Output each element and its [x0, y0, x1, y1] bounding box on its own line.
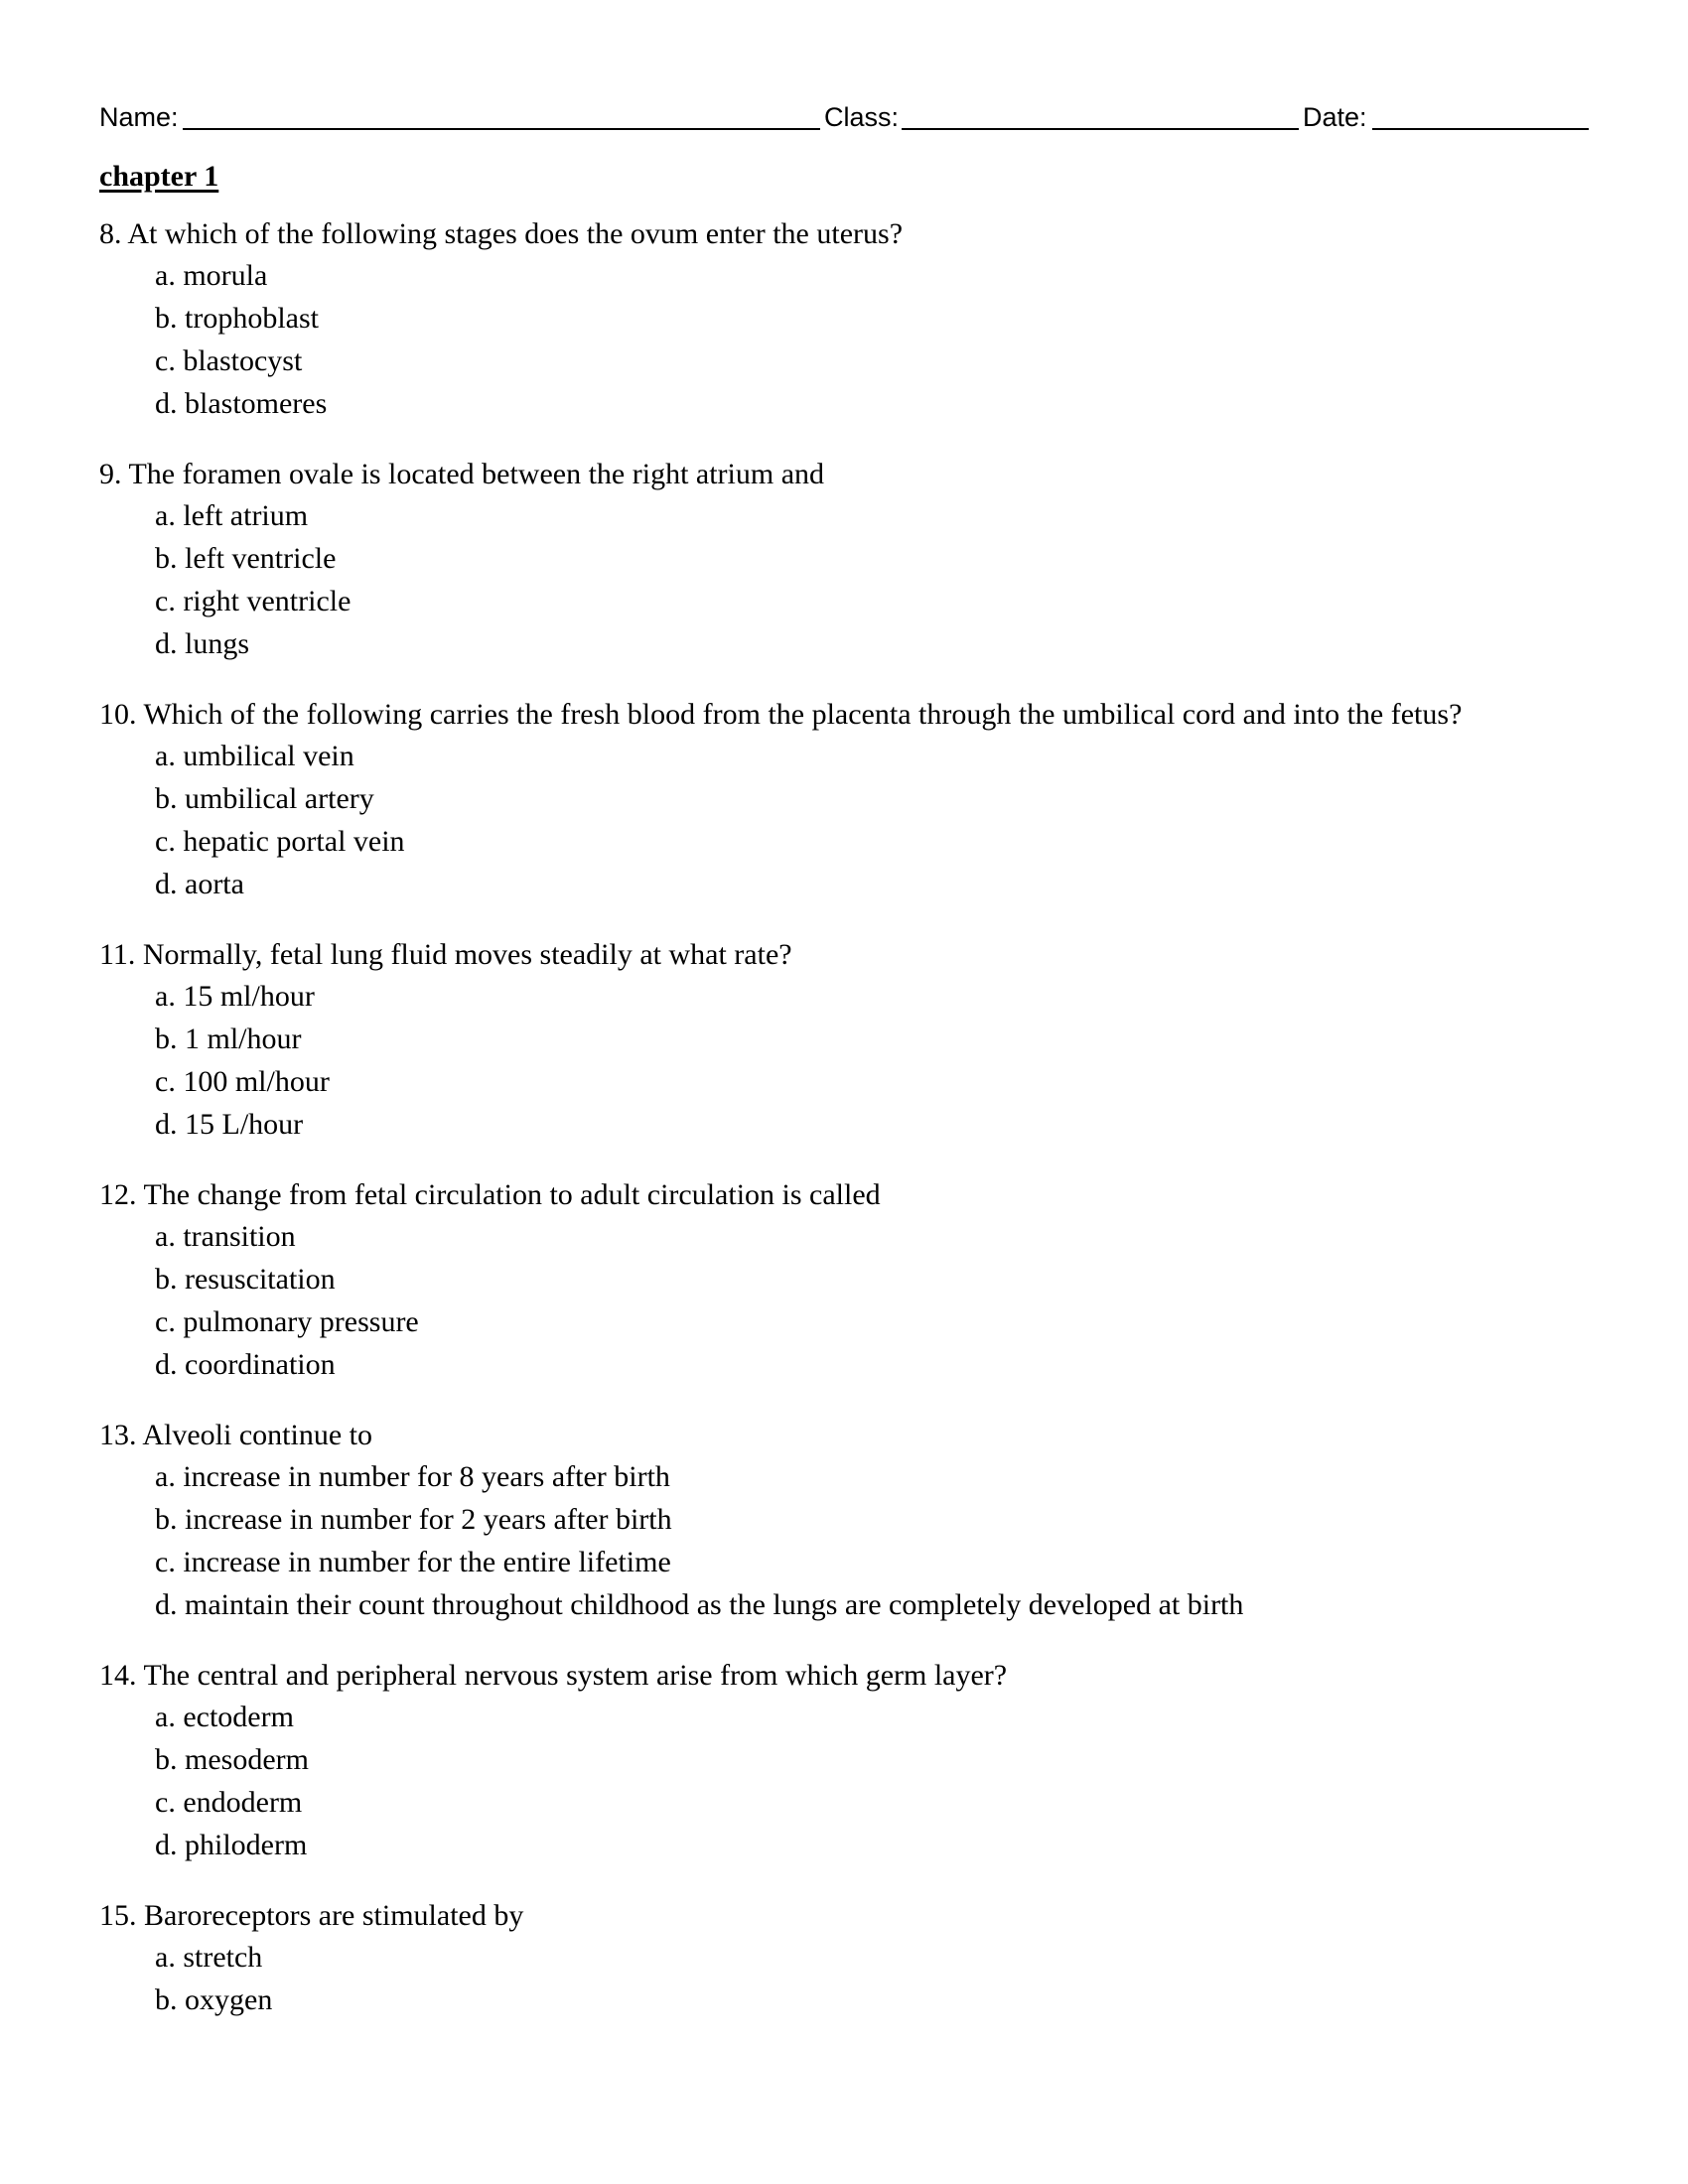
question-14: [99, 1656, 1589, 1866]
name-label: Name:: [99, 102, 179, 132]
answer-choices: [99, 1215, 1589, 1386]
answer-choices: [99, 254, 1589, 425]
question-prompt: The central and peripheral nervous system arise from which germ layer?: [143, 1659, 1008, 1692]
answer-choice[interactable]: b. left ventricle: [155, 542, 337, 575]
answer-choice[interactable]: d. aorta: [155, 868, 244, 900]
answer-choices: [99, 1936, 1589, 2021]
class-label: Class:: [824, 102, 900, 132]
question-prompt: Normally, fetal lung fluid moves steadily at what rate?: [142, 938, 792, 971]
question-11: [99, 935, 1589, 1146]
answer-choice[interactable]: d. philoderm: [155, 1829, 308, 1861]
answer-choice[interactable]: c. 100 ml/hour: [155, 1065, 330, 1098]
question-number: 11.: [99, 938, 136, 971]
question-8: [99, 214, 1589, 425]
answer-choices: [99, 494, 1589, 665]
question-10: [99, 695, 1589, 905]
answer-choice[interactable]: b. mesoderm: [155, 1743, 309, 1776]
question-list: [99, 214, 1589, 2051]
question-text: [99, 1656, 1589, 1696]
question-number: 15.: [99, 1899, 137, 1932]
question-text: [99, 455, 1589, 494]
question-text: [99, 214, 1589, 254]
answer-choice[interactable]: b. trophoblast: [155, 302, 319, 335]
question-12: [99, 1175, 1589, 1386]
answer-choice[interactable]: a. stretch: [155, 1941, 263, 1974]
answer-choice[interactable]: a. 15 ml/hour: [155, 980, 315, 1013]
answer-choices: [99, 735, 1589, 905]
question-prompt: Baroreceptors are stimulated by: [144, 1899, 524, 1932]
question-number: 9.: [99, 458, 122, 490]
question-text: [99, 1416, 1589, 1455]
question-number: 8.: [99, 217, 122, 250]
question-text: [99, 695, 1589, 735]
question-prompt: Which of the following carries the fresh blood from the placenta through the umbilical cord and into the fetus?: [143, 698, 1463, 731]
answer-choices: [99, 975, 1589, 1146]
name-blank-line[interactable]: [183, 128, 820, 130]
date-label: Date:: [1303, 102, 1367, 132]
class-blank-line[interactable]: [902, 128, 1299, 130]
answer-choice[interactable]: d. blastomeres: [155, 387, 328, 420]
question-number: 13.: [99, 1419, 137, 1451]
answer-choice[interactable]: d. coordination: [155, 1348, 336, 1381]
answer-choices: [99, 1696, 1589, 1866]
answer-choice[interactable]: b. resuscitation: [155, 1263, 336, 1296]
question-13: [99, 1416, 1589, 1626]
question-text: [99, 1896, 1589, 1936]
answer-choice[interactable]: b. increase in number for 2 years after birth: [155, 1503, 672, 1536]
question-prompt: At which of the following stages does the ovum enter the uterus?: [127, 217, 904, 250]
question-15: [99, 1896, 1589, 2021]
question-text: [99, 935, 1589, 975]
answer-choice[interactable]: d. lungs: [155, 627, 250, 660]
question-9: [99, 455, 1589, 665]
answer-choice[interactable]: a. umbilical vein: [155, 740, 354, 772]
answer-choice[interactable]: a. increase in number for 8 years after birth: [155, 1460, 670, 1493]
question-prompt: The change from fetal circulation to adult circulation is called: [143, 1178, 881, 1211]
answer-choice[interactable]: c. endoderm: [155, 1786, 303, 1819]
answer-choice[interactable]: c. blastocyst: [155, 344, 303, 377]
date-blank-line[interactable]: [1372, 128, 1589, 130]
answer-choice[interactable]: a. transition: [155, 1220, 296, 1253]
question-number: 12.: [99, 1178, 137, 1211]
question-text: [99, 1175, 1589, 1215]
answer-choice[interactable]: a. left atrium: [155, 499, 309, 532]
answer-choice[interactable]: c. hepatic portal vein: [155, 825, 405, 858]
question-number: 10.: [99, 698, 137, 731]
answer-choice[interactable]: a. morula: [155, 259, 268, 292]
question-prompt: The foramen ovale is located between the right atrium and: [128, 458, 825, 490]
question-prompt: Alveoli continue to: [142, 1419, 372, 1451]
answer-choice[interactable]: b. 1 ml/hour: [155, 1023, 302, 1055]
chapter-title: chapter 1: [99, 160, 219, 193]
answer-choice[interactable]: c. increase in number for the entire lifetime: [155, 1546, 671, 1578]
question-number: 14.: [99, 1659, 137, 1692]
header-fields: [99, 97, 1589, 137]
answer-choice[interactable]: a. ectoderm: [155, 1701, 294, 1733]
answer-choice[interactable]: d. maintain their count throughout childhood as the lungs are completely developed at birth: [155, 1588, 1244, 1621]
answer-choice[interactable]: b. umbilical artery: [155, 782, 374, 815]
answer-choice[interactable]: b. oxygen: [155, 1983, 273, 2016]
answer-choice[interactable]: c. right ventricle: [155, 585, 352, 617]
answer-choice[interactable]: c. pulmonary pressure: [155, 1305, 419, 1338]
answer-choice[interactable]: d. 15 L/hour: [155, 1108, 304, 1141]
answer-choices: [99, 1455, 1589, 1626]
